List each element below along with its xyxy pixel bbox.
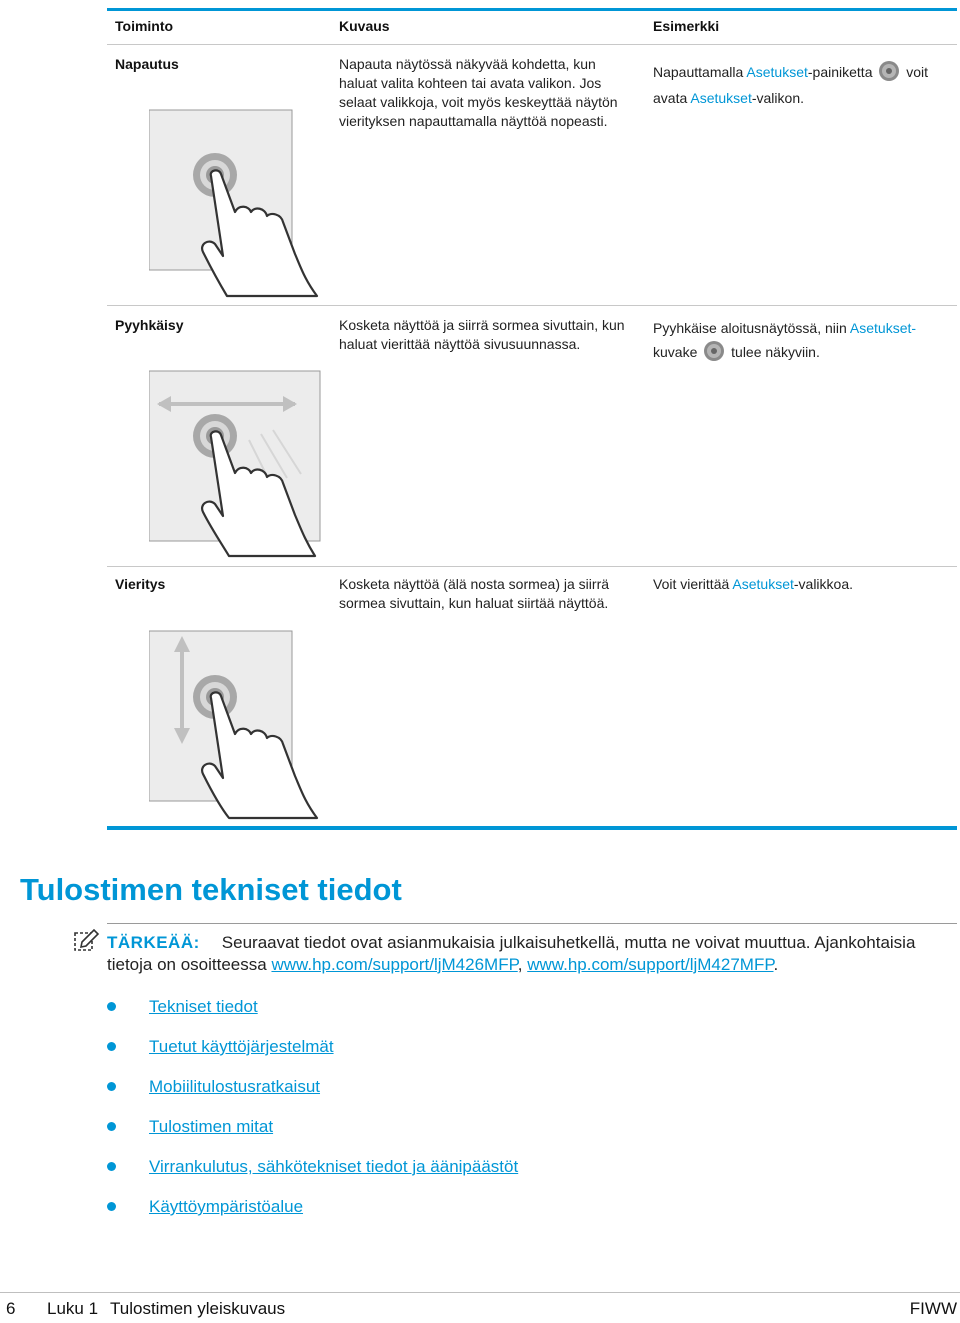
description-line: Napauta näytössä näkyvää kohdetta, kun: [339, 56, 596, 72]
list-item: [107, 1115, 518, 1155]
column-header-example: Esimerkki: [653, 18, 720, 34]
description-line: haluat vierittää näyttöä sivusuunnassa.: [339, 336, 581, 352]
row-description-swipe: [339, 316, 639, 354]
bullet-icon: [107, 1202, 116, 1211]
column-header-description: Kuvaus: [339, 18, 390, 34]
settings-term: Asetukset: [746, 64, 808, 80]
swipe-gesture-icon: [149, 370, 325, 562]
bullet-icon: [107, 1162, 116, 1171]
chapter-label: Luku 1: [47, 1299, 99, 1318]
example-text: tulee näkyviin.: [727, 344, 820, 360]
note-icon: [74, 928, 100, 952]
settings-term: Asetukset-: [849, 320, 917, 336]
scroll-gesture-icon: [149, 630, 329, 820]
row-action-tap: Napautus: [115, 56, 179, 72]
doc-code: FIWW: [909, 1299, 957, 1318]
footer-rule: [0, 1292, 960, 1293]
table-top-bar: [107, 8, 957, 11]
bullet-icon: [107, 1002, 116, 1011]
page-number: 6: [6, 1299, 16, 1318]
section-title-rule: [107, 923, 957, 924]
link-operating-environment[interactable]: Käyttöympäristöalue: [149, 1197, 304, 1216]
description-line: Kosketa näyttöä ja siirrä sormea sivuttain, kun: [339, 317, 625, 333]
settings-term: Asetukset: [732, 576, 794, 592]
important-note: [107, 932, 952, 976]
description-line: vierityksen napauttamalla näyttöä nopeasti.: [339, 113, 608, 129]
bullet-icon: [107, 1082, 116, 1091]
row-description-scroll: [339, 575, 639, 613]
row-example-swipe: [653, 316, 953, 364]
settings-term: Asetukset: [690, 90, 752, 106]
example-text: Pyyhkäise aloitusnäytössä, niin: [653, 320, 850, 336]
note-text: .: [773, 955, 779, 974]
table-bottom-bar: [107, 826, 957, 830]
list-item: [107, 1155, 518, 1195]
section-title: Tulostimen tekniset tiedot: [20, 872, 402, 907]
note-text: tietoja on osoitteessa: [107, 955, 272, 974]
row-example-scroll: [653, 575, 953, 594]
example-text: voit: [902, 64, 929, 80]
settings-gear-icon: [703, 340, 725, 362]
bullet-icon: [107, 1122, 116, 1131]
description-line: Kosketa näyttöä (älä nosta sormea) ja siirrä: [339, 576, 610, 592]
column-header-action: Toiminto: [115, 18, 174, 34]
link-technical-specs[interactable]: Tekniset tiedot: [149, 997, 258, 1016]
example-text: avata: [653, 90, 691, 106]
note-label: TÄRKEÄÄ:: [107, 933, 200, 952]
row-rule: [107, 305, 957, 306]
note-text: ,: [517, 955, 528, 974]
example-text: Napauttamalla: [653, 64, 747, 80]
row-example-tap: [653, 59, 953, 111]
example-text: Voit vierittää: [653, 576, 733, 592]
example-text: -valikon.: [751, 90, 804, 106]
link-mobile-printing[interactable]: Mobiilitulostusratkaisut: [149, 1077, 321, 1096]
example-text: -painiketta: [807, 64, 873, 80]
bullet-icon: [107, 1042, 116, 1051]
link-list: [107, 995, 518, 1235]
description-line: selaat valikkoja, voit myös keskeyttää näytön: [339, 94, 618, 110]
link-supported-os[interactable]: Tuetut käyttöjärjestelmät: [149, 1037, 334, 1056]
settings-gear-icon: [878, 60, 900, 82]
list-item: [107, 1195, 518, 1235]
chapter-title: Tulostimen yleiskuvaus: [110, 1299, 286, 1318]
row-action-swipe: Pyyhkäisy: [115, 317, 184, 333]
support-link-m427[interactable]: www.hp.com/support/ljM427MFP: [527, 955, 774, 974]
note-text: Seuraavat tiedot ovat asianmukaisia julkaisuhetkellä, mutta ne voivat muuttua. Ajankohtaisia: [221, 933, 916, 952]
link-power-consumption[interactable]: Virrankulutus, sähkötekniset tiedot ja äänipäästöt: [149, 1157, 519, 1176]
row-rule: [107, 566, 957, 567]
description-line: haluat valita kohteen tai avata valikon. Jos: [339, 75, 602, 91]
list-item: [107, 1035, 518, 1075]
list-item: [107, 995, 518, 1035]
example-text: kuvake: [653, 344, 698, 360]
link-printer-dimensions[interactable]: Tulostimen mitat: [149, 1117, 274, 1136]
row-action-scroll: Vieritys: [115, 576, 166, 592]
example-text: -valikkoa.: [793, 576, 854, 592]
tap-gesture-icon: [149, 108, 321, 300]
header-rule: [107, 44, 957, 45]
support-link-m426[interactable]: www.hp.com/support/ljM426MFP: [271, 955, 518, 974]
description-line: sormea sivuttain, kun haluat siirtää näyttöä.: [339, 595, 609, 611]
list-item: [107, 1075, 518, 1115]
row-description-tap: [339, 55, 639, 131]
